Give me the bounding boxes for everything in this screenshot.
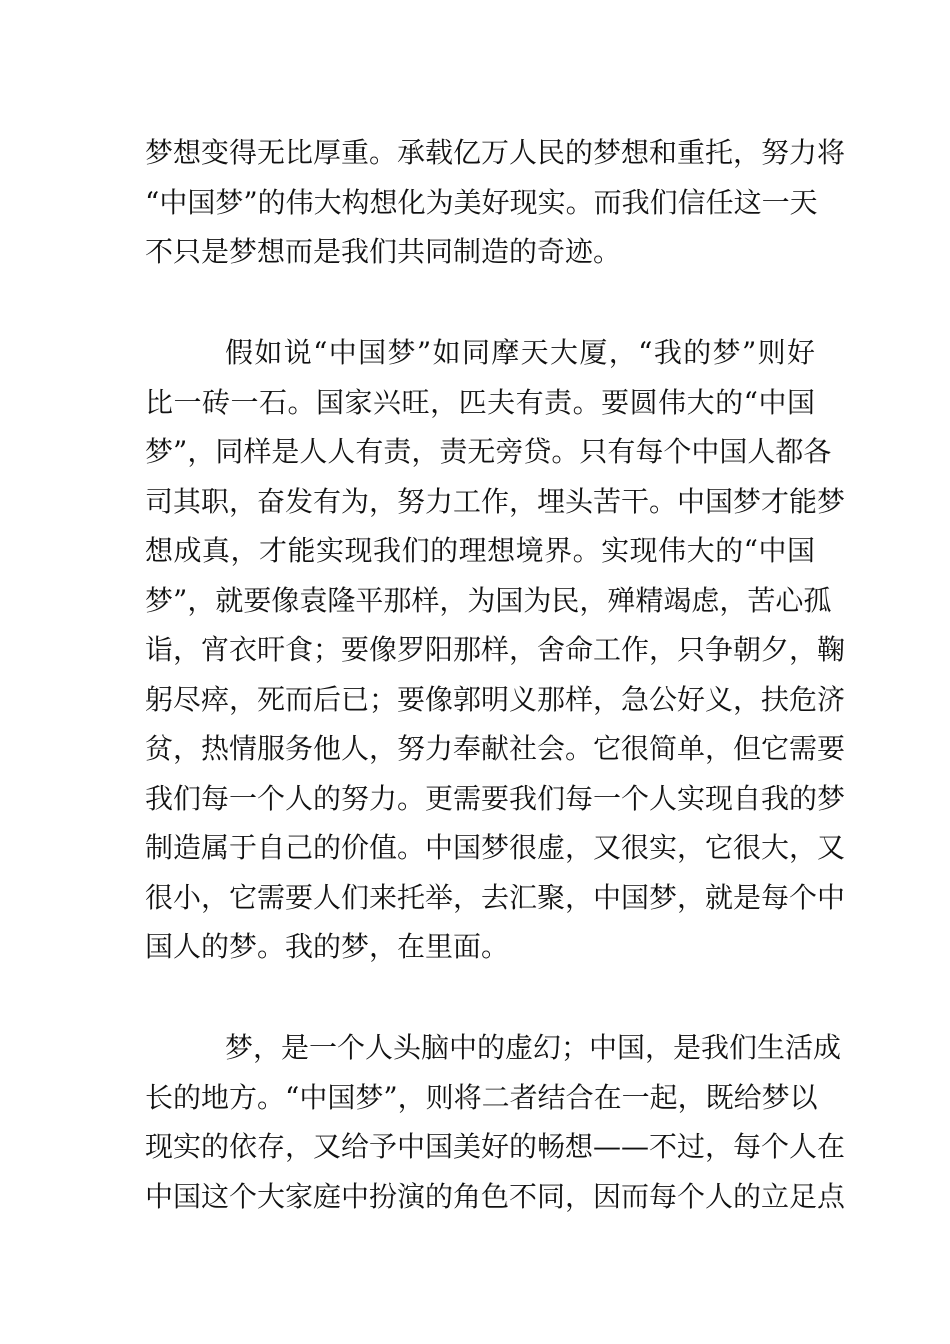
text-line: 中国这个大家庭中扮演的角色不同，因而每个人的立足点 [145,1179,846,1213]
text-line: 长的地方。“中国梦”，则将二者结合在一起，既给梦以 [145,1080,818,1114]
text-line: 想成真，才能实现我们的理想境界。实现伟大的“中国 [145,534,815,567]
text-line: “中国梦”的伟大构想化为美好现实。而我们信任这一天 [145,185,818,219]
text-line: 诣，宵衣旰食；要像罗阳那样，舍命工作，只争朝夕，鞠 [145,633,846,666]
text-line: 梦想变得无比厚重。承载亿万人民的梦想和重托，努力将 [145,136,846,169]
paragraph-2 [145,328,846,972]
text-line: 贫，热情服务他人，努力奉献社会。它很简单，但它需要 [145,732,846,765]
text-line: 比一砖一石。国家兴旺，匹夫有责。要圆伟大的“中国 [145,385,815,419]
paragraph-3 [145,1023,846,1221]
text-line: 国人的梦。我的梦，在里面。 [145,930,510,963]
paragraph-1 [145,128,846,277]
text-line: 假如说“中国梦”如同摩天大厦，“我的梦”则好 [225,336,815,369]
text-line: 很小，它需要人们来托举，去汇聚，中国梦，就是每个中 [145,880,846,914]
text-line: 现实的依存，又给予中国美好的畅想——不过，每个人在 [145,1130,846,1163]
text-line: 梦”，同样是人人有责，责无旁贷。只有每个中国人都各 [145,435,832,468]
text-line: 司其职，奋发有为，努力工作，埋头苦干。中国梦才能梦 [145,484,846,518]
text-line: 躬尽瘁，死而后已；要像郭明义那样，急公好义，扶危济 [145,682,846,716]
text-line: 制造属于自己的价值。中国梦很虚，又很实，它很大，又 [145,831,846,864]
text-line: 梦，是一个人头脑中的虚幻；中国，是我们生活成 [225,1031,842,1064]
text-line: 我们每一个人的努力。更需要我们每一个人实现自我的梦 [145,781,846,815]
text-line: 不只是梦想而是我们共同制造的奇迹。 [145,235,622,268]
text-line: 梦”，就要像袁隆平那样，为国为民，殚精竭虑，苦心孤 [145,583,832,617]
